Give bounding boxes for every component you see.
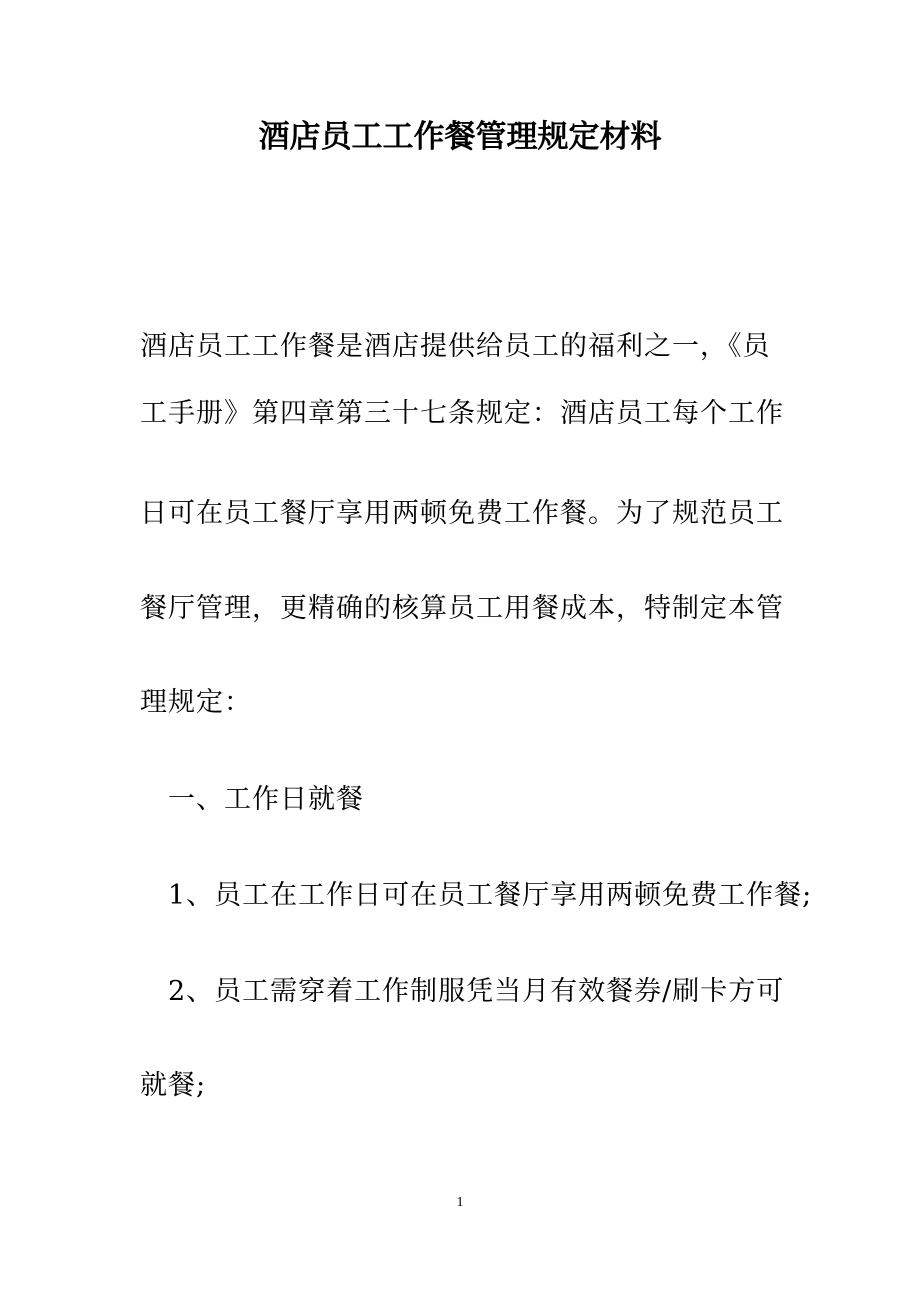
document-title: 酒店员工工作餐管理规定材料	[258, 119, 662, 155]
paragraph-line-3: 日可在员工餐厅享用两顿免费工作餐。为了规范员工	[140, 498, 784, 529]
paragraph-line-5: 理规定：	[140, 687, 252, 718]
paragraph-line-1: 酒店员工工作餐是酒店提供给员工的福利之一，《员	[140, 331, 771, 362]
page-number: 1	[456, 1195, 464, 1210]
section-heading-workday-meals: 一、工作日就餐	[168, 784, 364, 815]
paragraph-line-2: 工手册》第四章第三十七条规定：酒店员工每个工作	[140, 398, 784, 429]
paragraph-line-4: 餐厅管理，更精确的核算员工用餐成本，特制定本管	[140, 593, 784, 624]
list-item-1: 1、员工在工作日可在员工餐厅享用两顿免费工作餐;	[168, 880, 813, 911]
list-item-2-line-1: 2、员工需穿着工作制服凭当月有效餐券/刷卡方可	[168, 976, 785, 1007]
list-item-2-line-2: 就餐;	[140, 1070, 207, 1101]
